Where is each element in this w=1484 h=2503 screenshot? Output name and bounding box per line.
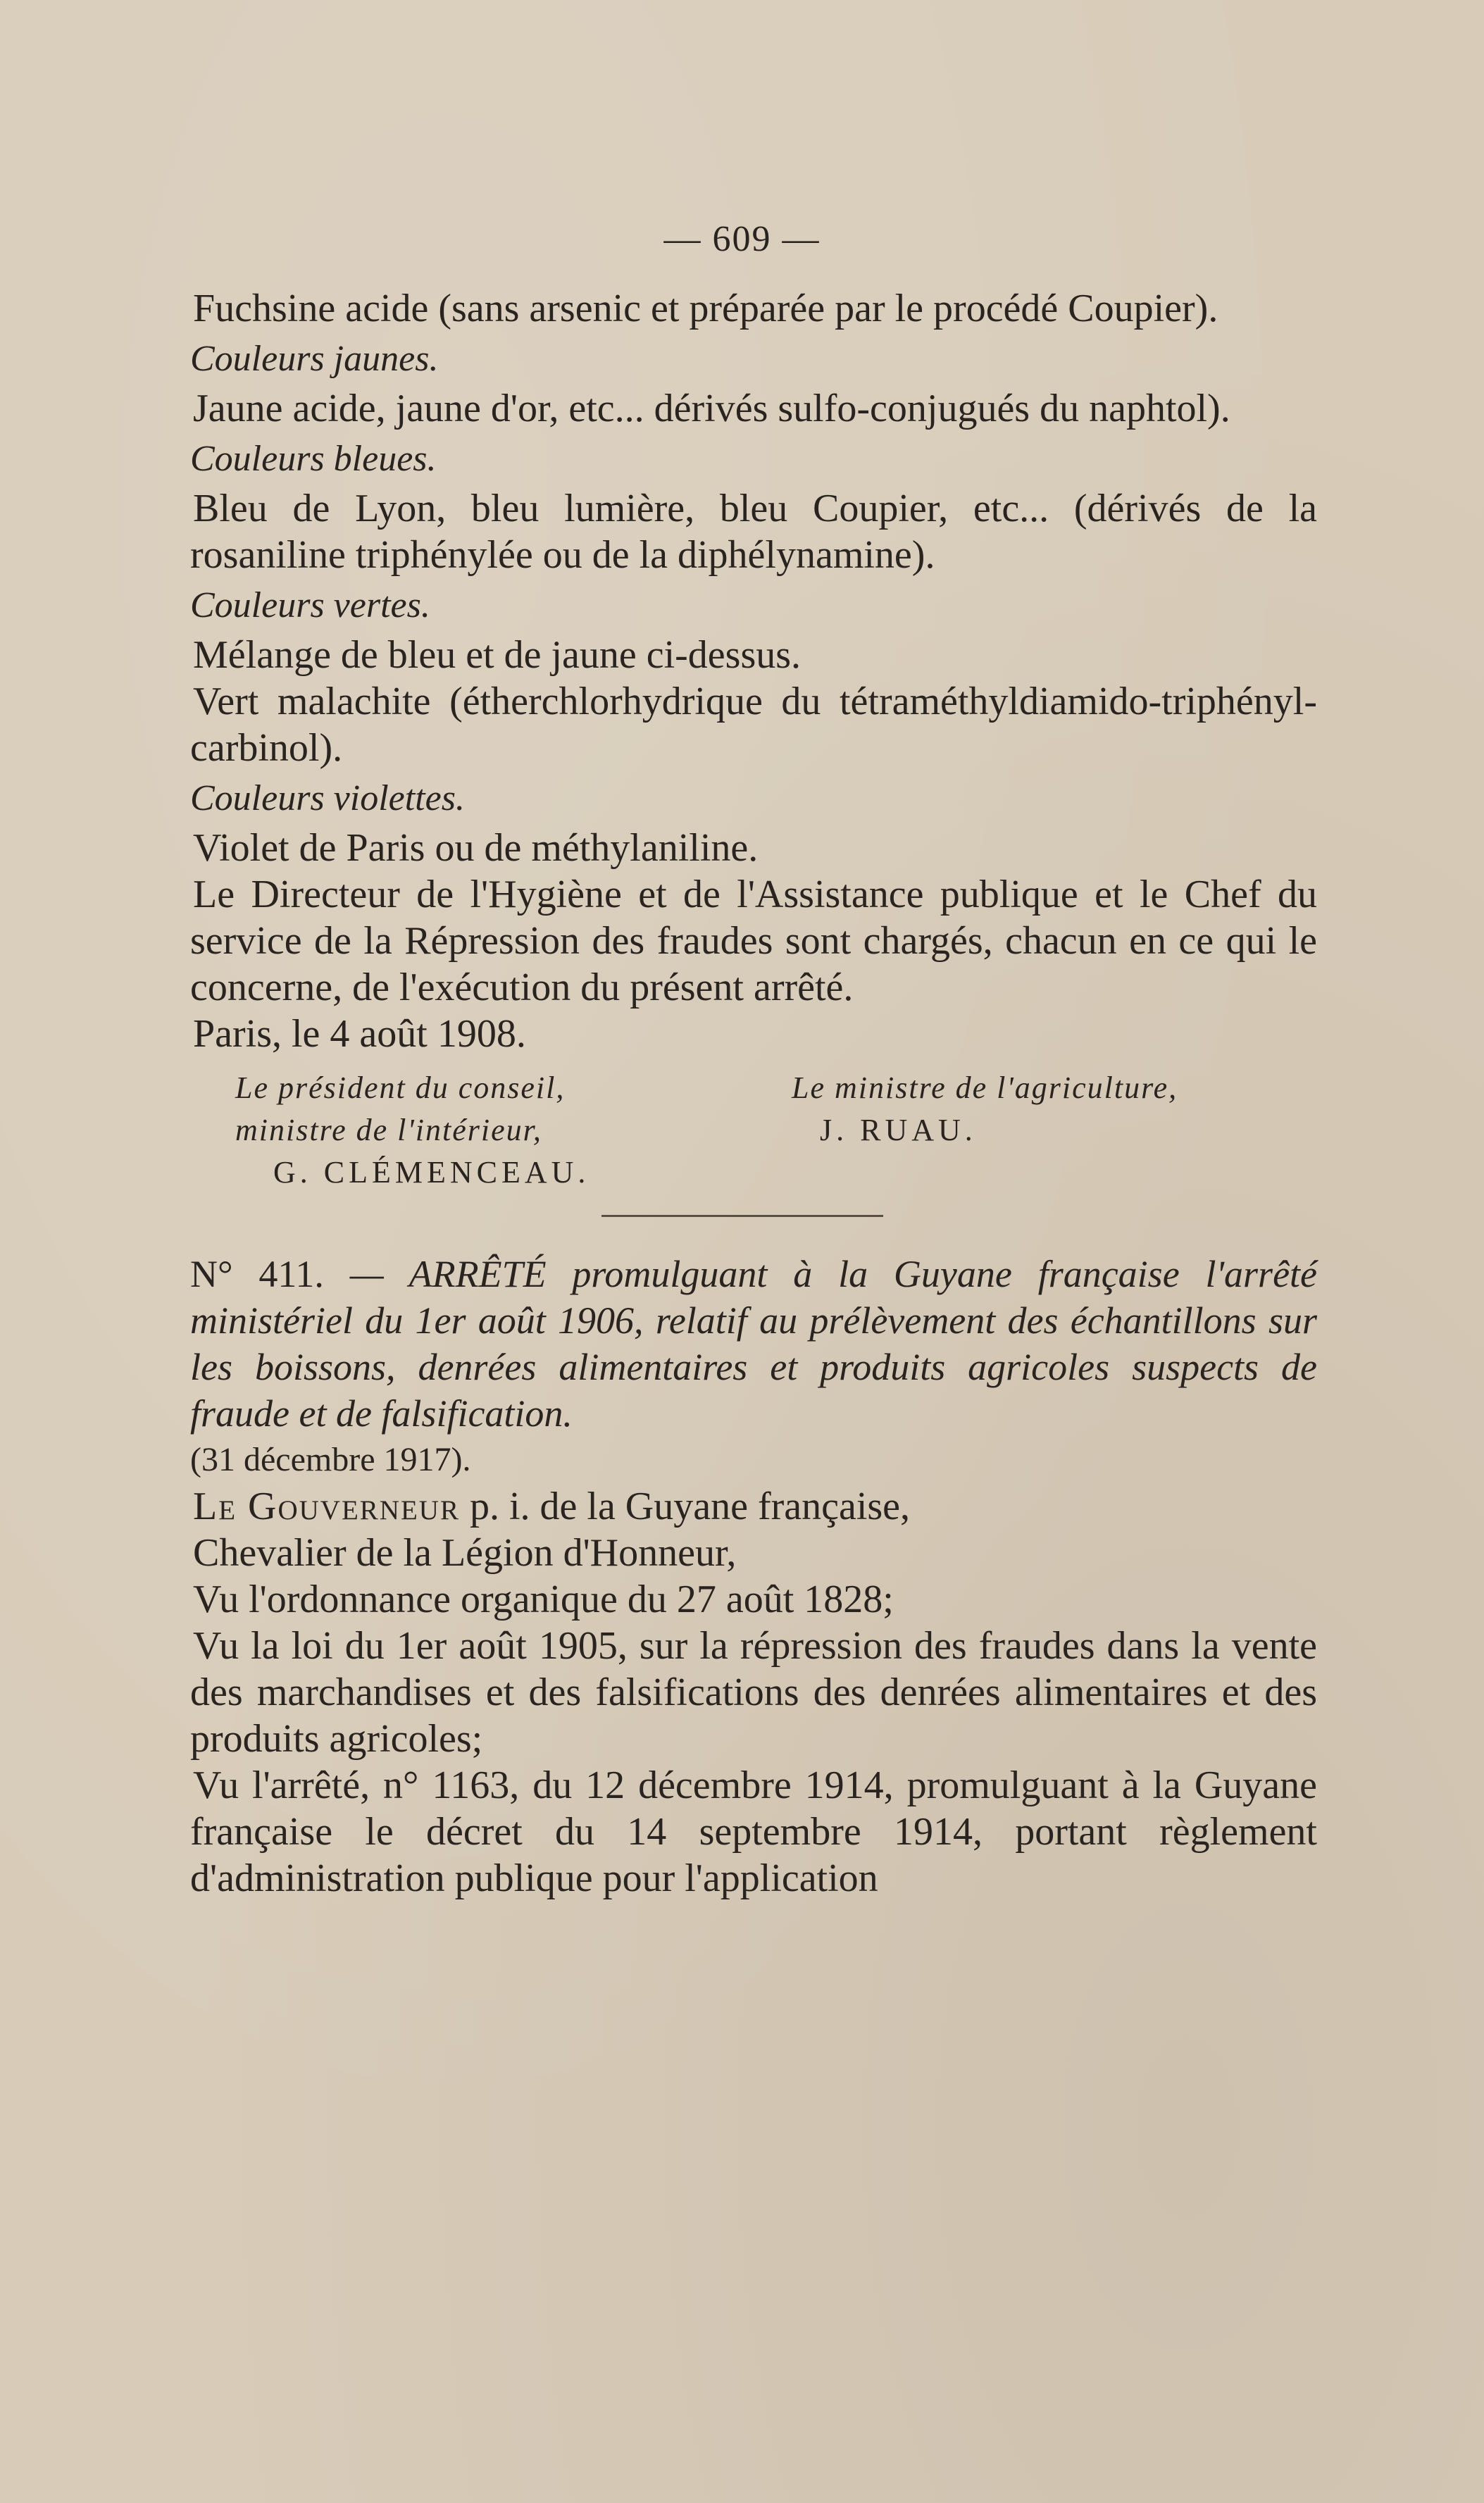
page-number: — 609 — xyxy=(663,219,821,259)
paragraph-vu-loi: Vu la loi du 1er août 1905, sur la répression des fraudes dans la vente des marchandises et des falsifications des denrées alimentaires et des produits agricoles; xyxy=(190,1624,1317,1761)
decree-title: — ARRÊTÉ promulguant à la Guyane française l'arrêté ministériel du 1er août 1906, relatif au prélèvement des échantillons sur les boissons, denrées alimentaires et produits agricoles suspects de fraude et de falsification. xyxy=(190,1253,1318,1435)
main-text xyxy=(190,285,1317,1902)
decree-number: N° 411. xyxy=(190,1253,324,1295)
section-heading-vertes: Couleurs vertes. xyxy=(190,585,430,625)
section-heading-jaunes: Couleurs jaunes. xyxy=(190,339,439,379)
section-heading-violettes: Couleurs violettes. xyxy=(190,778,465,818)
paragraph-bleu: Bleu de Lyon, bleu lumière, bleu Coupier, etc... (dérivés de la rosaniline triphénylée ou de la diphélynamine). xyxy=(190,487,1317,577)
paragraph-vu-arrete: Vu l'arrêté, n° 1163, du 12 décembre 1914, promulguant à la Guyane française le décret du 14 septembre 1914, portant règlement d'administration publique pour l'application xyxy=(190,1764,1317,1900)
paragraph-melange: Mélange de bleu et de jaune ci-dessus. xyxy=(193,633,802,677)
paragraph-paris-date: Paris, le 4 août 1908. xyxy=(193,1012,526,1056)
paragraph-violet: Violet de Paris ou de méthylaniline. xyxy=(193,826,759,870)
decree-heading xyxy=(190,1251,1317,1437)
gouverneur-rest: p. i. de la Guyane française, xyxy=(459,1485,911,1528)
paragraph-chevalier: Chevalier de la Légion d'Honneur, xyxy=(193,1531,737,1575)
paragraph-gouverneur xyxy=(190,1483,1317,1530)
paragraph-vert: Vert malachite (étherchlorhydrique du tétraméthyldiamido-triphényl-carbinol). xyxy=(190,680,1317,770)
signature-right xyxy=(771,1067,1317,1194)
signature-block xyxy=(190,1067,1317,1194)
paragraph-vu-ordonnance: Vu l'ordonnance organique du 27 août 1828; xyxy=(193,1578,894,1621)
signature-left-name: G. CLÉMENCEAU. xyxy=(273,1155,590,1190)
decree-date: (31 décembre 1917). xyxy=(190,1441,471,1478)
paragraph-fuchsine: Fuchsine acide (sans arsenic et préparée par le procédé Coupier). xyxy=(193,287,1218,330)
signature-right-line1: Le ministre de l'agriculture, xyxy=(792,1071,1178,1105)
paragraph-jaune: Jaune acide, jaune d'or, etc... dérivés sulfo-conjugués du naphtol). xyxy=(193,387,1230,430)
signature-left-line1: Le président du conseil, xyxy=(235,1071,566,1105)
gouverneur-lead: Le Gouverneur xyxy=(193,1485,460,1528)
section-heading-bleues: Couleurs bleues. xyxy=(190,439,437,479)
signature-left xyxy=(190,1067,771,1194)
signature-right-name: J. RUAU. xyxy=(820,1113,977,1147)
paragraph-directeur: Le Directeur de l'Hygiène et de l'Assistance publique et le Chef du service de la Répression des fraudes sont chargés, chacun en ce qui le concerne, de l'exécution du présent arrêté. xyxy=(190,873,1317,1009)
divider-rule xyxy=(601,1215,883,1217)
signature-left-line2: ministre de l'intérieur, xyxy=(235,1113,542,1147)
